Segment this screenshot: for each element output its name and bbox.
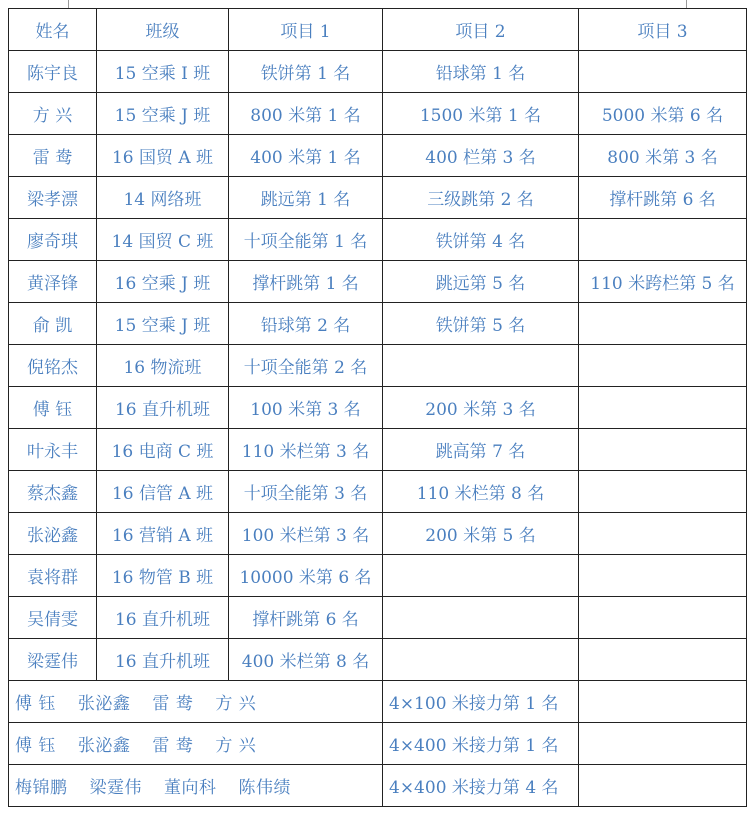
event2-cell: 110 米栏第 8 名 [383, 471, 579, 513]
event3-cell [579, 219, 747, 261]
event2-cell [383, 639, 579, 681]
event1-cell: 十项全能第 2 名 [229, 345, 383, 387]
page-corner-mark-right [686, 0, 687, 8]
athlete-name-cell: 陈宇良 [9, 51, 97, 93]
relay-team-names-cell [9, 681, 383, 723]
class-cell: 16 国贸 A 班 [97, 135, 229, 177]
athlete-name-cell: 雷 鸯 [9, 135, 97, 177]
event2-cell [383, 555, 579, 597]
event3-cell [579, 513, 747, 555]
table-row [9, 639, 747, 681]
relay-member-name: 陈伟绩 [238, 778, 291, 798]
event3-cell [579, 597, 747, 639]
class-cell: 15 空乘 J 班 [97, 93, 229, 135]
header-row [9, 9, 747, 51]
event1-cell: 400 米栏第 8 名 [229, 639, 383, 681]
table-row [9, 177, 747, 219]
relay-member-name: 董向科 [164, 778, 217, 798]
class-cell: 16 直升机班 [97, 597, 229, 639]
athlete-name-cell: 廖奇琪 [9, 219, 97, 261]
event3-cell [579, 681, 747, 723]
relay-member-name: 张泌鑫 [77, 736, 131, 756]
relay-member-name: 张泌鑫 [77, 694, 131, 714]
event2-cell [383, 345, 579, 387]
class-cell: 16 直升机班 [97, 387, 229, 429]
class-cell: 16 营销 A 班 [97, 513, 229, 555]
class-cell: 16 直升机班 [97, 639, 229, 681]
event1-cell: 铅球第 2 名 [229, 303, 383, 345]
relay-team-names-cell [9, 765, 383, 807]
event3-cell [579, 555, 747, 597]
event2-cell: 铅球第 1 名 [383, 51, 579, 93]
athlete-name-cell: 张泌鑫 [9, 513, 97, 555]
event2-cell: 200 米第 3 名 [383, 387, 579, 429]
event1-cell: 110 米栏第 3 名 [229, 429, 383, 471]
relay-member-name: 雷 鸯 [152, 736, 194, 756]
event3-cell [579, 765, 747, 807]
athlete-name-cell: 倪铭杰 [9, 345, 97, 387]
event3-cell [579, 345, 747, 387]
relay-member-name: 方 兴 [215, 694, 257, 714]
event3-cell [579, 303, 747, 345]
event2-cell: 铁饼第 4 名 [383, 219, 579, 261]
table-row [9, 555, 747, 597]
event1-cell: 撑杆跳第 1 名 [229, 261, 383, 303]
event3-cell [579, 51, 747, 93]
relay-member-name: 梅锦鹏 [15, 778, 68, 798]
event1-cell: 十项全能第 1 名 [229, 219, 383, 261]
event1-cell: 100 米第 3 名 [229, 387, 383, 429]
relay-member-name: 雷 鸯 [152, 694, 194, 714]
relay-event-cell: 4×400 米接力第 1 名 [383, 723, 579, 765]
relay-member-name: 梁霆伟 [89, 778, 142, 798]
event3-cell: 800 米第 3 名 [579, 135, 747, 177]
event3-cell: 撑杆跳第 6 名 [579, 177, 747, 219]
table-row [9, 471, 747, 513]
athlete-name-cell: 方 兴 [9, 93, 97, 135]
event3-cell [579, 429, 747, 471]
event1-cell: 撑杆跳第 6 名 [229, 597, 383, 639]
event1-cell: 十项全能第 3 名 [229, 471, 383, 513]
athlete-name-cell: 蔡杰鑫 [9, 471, 97, 513]
event2-cell: 铁饼第 5 名 [383, 303, 579, 345]
table-row [9, 387, 747, 429]
header-class: 班级 [97, 9, 229, 51]
results-table [8, 8, 747, 807]
event1-cell: 800 米第 1 名 [229, 93, 383, 135]
table-row [9, 429, 747, 471]
header-event2: 项目 2 [383, 9, 579, 51]
relay-member-name: 方 兴 [215, 736, 257, 756]
athlete-name-cell: 傅 钰 [9, 387, 97, 429]
athlete-name-cell: 梁霆伟 [9, 639, 97, 681]
event2-cell: 跳远第 5 名 [383, 261, 579, 303]
header-name: 姓名 [9, 9, 97, 51]
athlete-name-cell: 吴倩雯 [9, 597, 97, 639]
event2-cell: 跳高第 7 名 [383, 429, 579, 471]
relay-row [9, 765, 747, 807]
event2-cell: 三级跳第 2 名 [383, 177, 579, 219]
table-row [9, 93, 747, 135]
relay-event-cell: 4×400 米接力第 4 名 [383, 765, 579, 807]
class-cell: 14 国贸 C 班 [97, 219, 229, 261]
athlete-name-cell: 袁将群 [9, 555, 97, 597]
class-cell: 16 信管 A 班 [97, 471, 229, 513]
table-row [9, 513, 747, 555]
event3-cell [579, 387, 747, 429]
class-cell: 16 物流班 [97, 345, 229, 387]
event1-cell: 10000 米第 6 名 [229, 555, 383, 597]
event1-cell: 跳远第 1 名 [229, 177, 383, 219]
class-cell: 15 空乘 J 班 [97, 303, 229, 345]
class-cell: 16 空乘 J 班 [97, 261, 229, 303]
athlete-name-cell: 俞 凯 [9, 303, 97, 345]
athlete-name-cell: 黄泽锋 [9, 261, 97, 303]
event3-cell: 110 米跨栏第 5 名 [579, 261, 747, 303]
event3-cell [579, 471, 747, 513]
header-event3: 项目 3 [579, 9, 747, 51]
table-row [9, 303, 747, 345]
header-event1: 项目 1 [229, 9, 383, 51]
class-cell: 16 物管 B 班 [97, 555, 229, 597]
table-row [9, 597, 747, 639]
athlete-name-cell: 叶永丰 [9, 429, 97, 471]
event3-cell [579, 723, 747, 765]
table-row [9, 219, 747, 261]
relay-row [9, 723, 747, 765]
class-cell: 14 网络班 [97, 177, 229, 219]
table-row [9, 51, 747, 93]
relay-member-name: 傅 钰 [15, 736, 56, 756]
event1-cell: 100 米栏第 3 名 [229, 513, 383, 555]
page-corner-mark-left [68, 0, 69, 8]
event3-cell [579, 639, 747, 681]
event1-cell: 铁饼第 1 名 [229, 51, 383, 93]
relay-member-name: 傅 钰 [15, 694, 56, 714]
table-row [9, 345, 747, 387]
class-cell: 16 电商 C 班 [97, 429, 229, 471]
table-row [9, 261, 747, 303]
event2-cell: 400 栏第 3 名 [383, 135, 579, 177]
event3-cell: 5000 米第 6 名 [579, 93, 747, 135]
relay-row [9, 681, 747, 723]
event2-cell: 1500 米第 1 名 [383, 93, 579, 135]
event2-cell: 200 米第 5 名 [383, 513, 579, 555]
relay-team-names-cell [9, 723, 383, 765]
class-cell: 15 空乘 I 班 [97, 51, 229, 93]
event2-cell [383, 597, 579, 639]
athlete-name-cell: 梁孝漂 [9, 177, 97, 219]
table-row [9, 135, 747, 177]
event1-cell: 400 米第 1 名 [229, 135, 383, 177]
relay-event-cell: 4×100 米接力第 1 名 [383, 681, 579, 723]
